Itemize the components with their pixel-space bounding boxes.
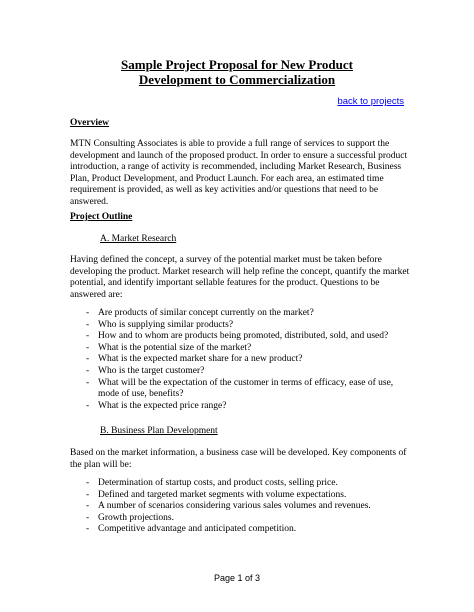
list-item [70, 513, 410, 525]
market-research-heading: A. Market Research [100, 234, 177, 244]
bullet-dash: - [86, 377, 90, 388]
market-research-questions [70, 308, 410, 412]
bullet-dash: - [86, 342, 90, 353]
overview-heading: Overview [70, 118, 110, 128]
list-item [70, 524, 410, 536]
bullet-dash: - [86, 524, 90, 535]
document-title-line-2: Development to Commercialization [138, 72, 336, 87]
business-plan-paragraph: Based on the market information, a business case will be developed. Key components of the plan will be: [70, 448, 407, 470]
list-item [70, 354, 410, 366]
list-item-text: What is the expected market share for a new product? [98, 354, 303, 365]
bullet-dash: - [86, 319, 90, 330]
page-number-footer: Page 1 of 3 [213, 573, 261, 583]
market-research-paragraph: Having defined the concept, a survey of the potential market must be taken before developing the product. Market research will help refine the concept, quantify the market potential, and identify important sellable features for the product. Questions to be answered are: [70, 255, 410, 300]
bullet-dash: - [86, 512, 90, 523]
list-item-text: Growth projections. [98, 512, 174, 523]
business-plan-components [70, 478, 410, 536]
list-item-text: Who is the target customer? [98, 365, 205, 376]
list-item [70, 501, 410, 513]
overview-paragraph: MTN Consulting Associates is able to provide a full range of services to support the development and launch of the proposed product. In order to ensure a successful product introduction, a range of activity is recommended, including Market Research, Business Plan, Product Development, and Product Launch. For each area, an estimated time requirement is provided, as well as key activities and/or questions that need to be answered. [70, 139, 408, 207]
business-plan-heading: B. Business Plan Development [100, 426, 218, 436]
list-item [70, 478, 410, 490]
bullet-dash: - [86, 501, 90, 512]
list-item-text: Are products of similar concept currently on the market? [98, 308, 314, 318]
list-item [70, 490, 410, 502]
project-outline-heading: Project Outline [70, 212, 133, 222]
bullet-dash: - [86, 331, 90, 342]
list-item-text: Determination of startup costs, and product costs, selling price. [98, 478, 338, 488]
list-item-text: Who is supplying similar products? [98, 319, 234, 330]
list-item [70, 331, 410, 343]
bullet-dash: - [86, 365, 90, 376]
list-item [70, 366, 410, 378]
bullet-dash: - [86, 478, 90, 488]
list-item-text: What is the potential size of the market? [98, 342, 252, 353]
bullet-dash: - [86, 354, 90, 365]
list-item [70, 343, 410, 355]
list-item-text: Defined and targeted market segments with volume expectations. [98, 489, 347, 500]
list-item-text: What will be the expectation of the customer in terms of efficacy, ease of use, mode of use, benefits? [98, 377, 394, 400]
list-item-text: Competitive advantage and anticipated competition. [98, 524, 297, 535]
list-item [70, 401, 410, 413]
list-item [70, 308, 410, 320]
list-item-text: What is the expected price range? [98, 400, 227, 411]
bullet-dash: - [86, 308, 90, 318]
bullet-dash: - [86, 489, 90, 500]
list-item [70, 378, 410, 401]
list-item [70, 320, 410, 332]
back-to-projects-link[interactable]: back to projects [337, 96, 404, 107]
bullet-dash: - [86, 400, 90, 411]
list-item-text: A number of scenarios considering various sales volumes and revenues. [98, 501, 371, 512]
list-item-text: How and to whom are products being promoted, distributed, sold, and used? [98, 331, 389, 342]
document-title-line-1: Sample Project Proposal for New Product [121, 57, 353, 72]
